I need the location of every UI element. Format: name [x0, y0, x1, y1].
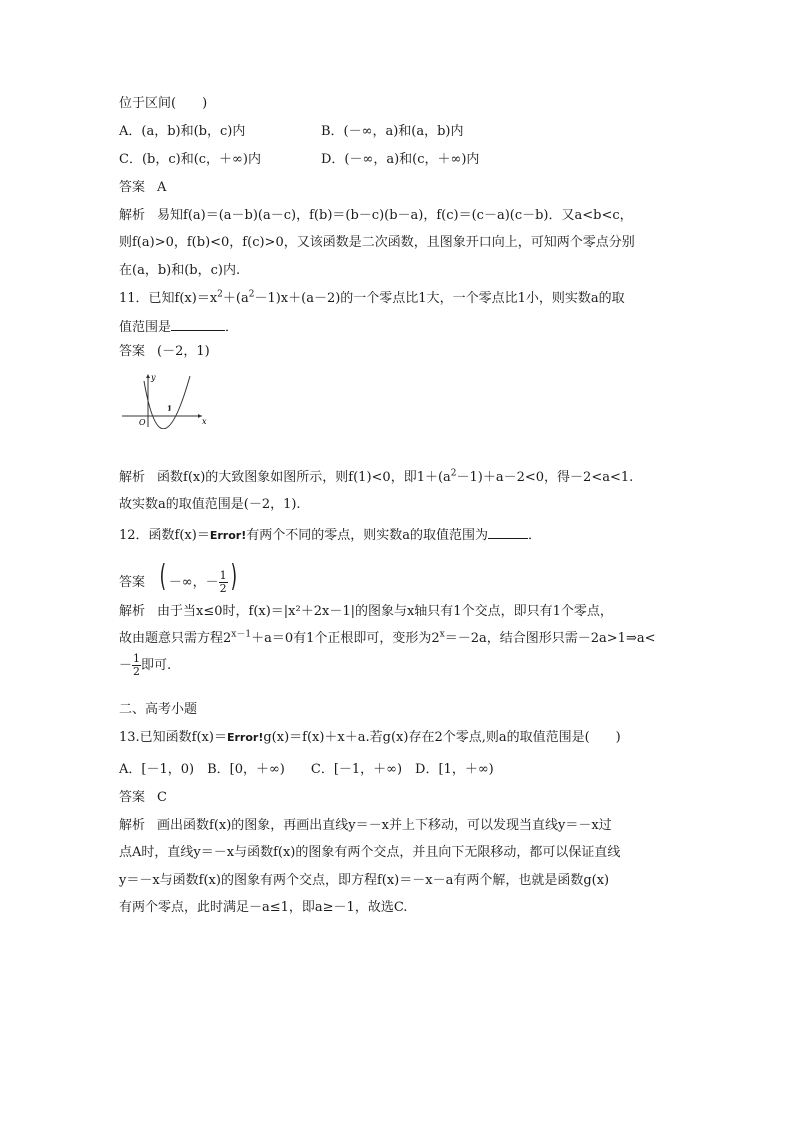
- tick-label-1: 1: [167, 405, 172, 413]
- q10-solution-line-2: 则f(a)>0，f(b)<0，f(c)>0，又该函数是二次函数，且图象开口向上，可知两个零点分别: [119, 235, 635, 250]
- answer-value: －∞，－: [168, 575, 219, 590]
- q13-solution-line-2: 点A时，直线y＝－x与函数f(x)的图象有两个交点，并且向下无限移动，都可以保证直线: [119, 845, 621, 860]
- fraction-one-half: [132, 653, 141, 678]
- q12-stem-part: 有两个不同的零点，则实数a的取值范围为: [246, 528, 488, 543]
- solution-text: 由于当x≤0时，f(x)＝|x²＋2x－1|的图象与x轴只有1个交点，即只有1个零点，: [157, 604, 613, 619]
- q13-stem-part: g(x)＝f(x)＋x＋a.若g(x)存在2个零点,则a的取值范围是( ): [263, 730, 621, 745]
- q12-stem-part: ．: [527, 528, 541, 543]
- error-placeholder: Error!: [209, 529, 247, 542]
- y-axis-arrow: [146, 374, 150, 378]
- solution-text: ＝－2a，结合图形只需－2a>1⇒a<: [444, 631, 656, 646]
- x-axis-label: x: [202, 417, 207, 426]
- answer-blank: [488, 526, 528, 539]
- superscript-2: 2: [248, 289, 255, 300]
- q10-option-b: B．(－∞，a)和(a，b)内: [321, 124, 464, 139]
- fraction-numerator: 1: [133, 652, 141, 665]
- q13-solution-line-4: 有两个零点，此时满足－a≤1，即a≥－1，故选C.: [119, 900, 408, 915]
- origin-label: O: [139, 418, 146, 427]
- answer-label: 答案: [119, 344, 146, 359]
- solution-label: 解析: [119, 604, 146, 619]
- q12-solution-line-2: [119, 631, 656, 647]
- q10-solution-line-1: [119, 208, 633, 224]
- q13-stem-part: 13.已知函数f(x)＝: [119, 730, 227, 745]
- right-paren: ): [230, 559, 237, 594]
- section-heading: 二、高考小题: [119, 702, 198, 717]
- solution-text: 即可.: [141, 658, 172, 673]
- answer-label: 答案: [119, 575, 146, 590]
- q12-stem-part: 12．函数f(x)＝: [119, 528, 210, 543]
- q13-options: A．[－1，0) B．[0，＋∞) C．[－1，＋∞) D．[1，＋∞): [119, 762, 494, 777]
- q10-solution-line-3: 在(a，b)和(b，c)内.: [119, 263, 241, 278]
- q11-stem-part: －1)x＋(a－2)的一个零点比1大，一个零点比1小，则实数a的取: [254, 291, 625, 306]
- solution-text: 易知f(a)＝(a－b)(a－c)，f(b)＝(b－c)(b－a)，f(c)＝(c－a)(c－b)．又a<b<c，: [157, 208, 633, 223]
- superscript-2: 2: [217, 289, 223, 300]
- left-paren: (: [159, 559, 167, 594]
- fraction-numerator: 1: [219, 569, 227, 582]
- solution-text: 画出函数f(x)的图象，再画出直线y＝－x并上下移动，可以发现当直线y＝－x过: [157, 818, 612, 833]
- error-placeholder: Error!: [226, 731, 264, 744]
- q13-stem: [119, 730, 621, 746]
- exponent: x－1: [231, 629, 252, 640]
- answer-blank: [171, 318, 225, 331]
- solution-text: 故由题意只需方程2: [119, 631, 232, 646]
- q10-stem-continuation: 位于区间( ): [119, 96, 208, 111]
- q10-answer: [119, 180, 166, 196]
- superscript-2: 2: [450, 468, 457, 479]
- fraction-one-half: [219, 570, 228, 595]
- q11-solution-line-1: [119, 470, 633, 486]
- y-axis-label: y: [151, 373, 156, 382]
- answer-value: (－2，1): [157, 344, 210, 359]
- q11-stem-part: 11．已知f(x)＝x: [119, 291, 218, 306]
- fraction-denominator: 2: [219, 582, 227, 595]
- q13-answer: [119, 790, 167, 806]
- q12-answer: [119, 559, 239, 599]
- fraction-denominator: 2: [133, 665, 141, 678]
- solution-label: 解析: [119, 208, 146, 223]
- solution-text: －1)＋a－2<0，得－2<a<1.: [456, 470, 634, 485]
- solution-text: －: [119, 658, 133, 673]
- parabola-curve: [144, 376, 190, 429]
- q10-option-c: C．(b，c)和(c，＋∞)内: [119, 152, 261, 167]
- answer-label: 答案: [119, 790, 146, 805]
- q11-stem-part: ．: [225, 320, 239, 335]
- q11-solution-line-2: 故实数a的取值范围是(－2，1).: [119, 497, 301, 512]
- q13-solution-line-3: y＝－x与函数f(x)的图象有两个交点，即方程f(x)＝－x－a有两个解，也就是函数g(x): [119, 873, 610, 888]
- q10-option-a: A．(a，b)和(b，c)内: [119, 124, 246, 139]
- q11-stem-line-1: [119, 291, 625, 307]
- answer-label: 答案: [119, 180, 146, 195]
- q11-answer: [119, 344, 210, 360]
- q12-stem: [119, 526, 541, 544]
- q10-option-d: D．(－∞，a)和(c，＋∞)内: [321, 152, 480, 167]
- answer-value: A: [157, 180, 167, 195]
- solution-text: ＋a＝0有1个正根即可，变形为2: [251, 631, 440, 646]
- q11-parabola-graph: [118, 371, 208, 429]
- q12-solution-line-3: [119, 652, 171, 680]
- q11-stem-part: ＋(a: [222, 291, 249, 306]
- solution-label: 解析: [119, 818, 146, 833]
- q12-solution-line-1: [119, 604, 613, 620]
- q11-stem-line-2: [119, 318, 238, 336]
- exponent: x: [439, 629, 445, 640]
- solution-text: 函数f(x)的大致图象如图所示，则f(1)<0，即1＋(a: [157, 470, 451, 485]
- answer-value: C: [157, 790, 167, 805]
- q11-stem-part: 值范围是: [119, 320, 172, 335]
- q13-solution-line-1: [119, 818, 612, 834]
- solution-label: 解析: [119, 470, 146, 485]
